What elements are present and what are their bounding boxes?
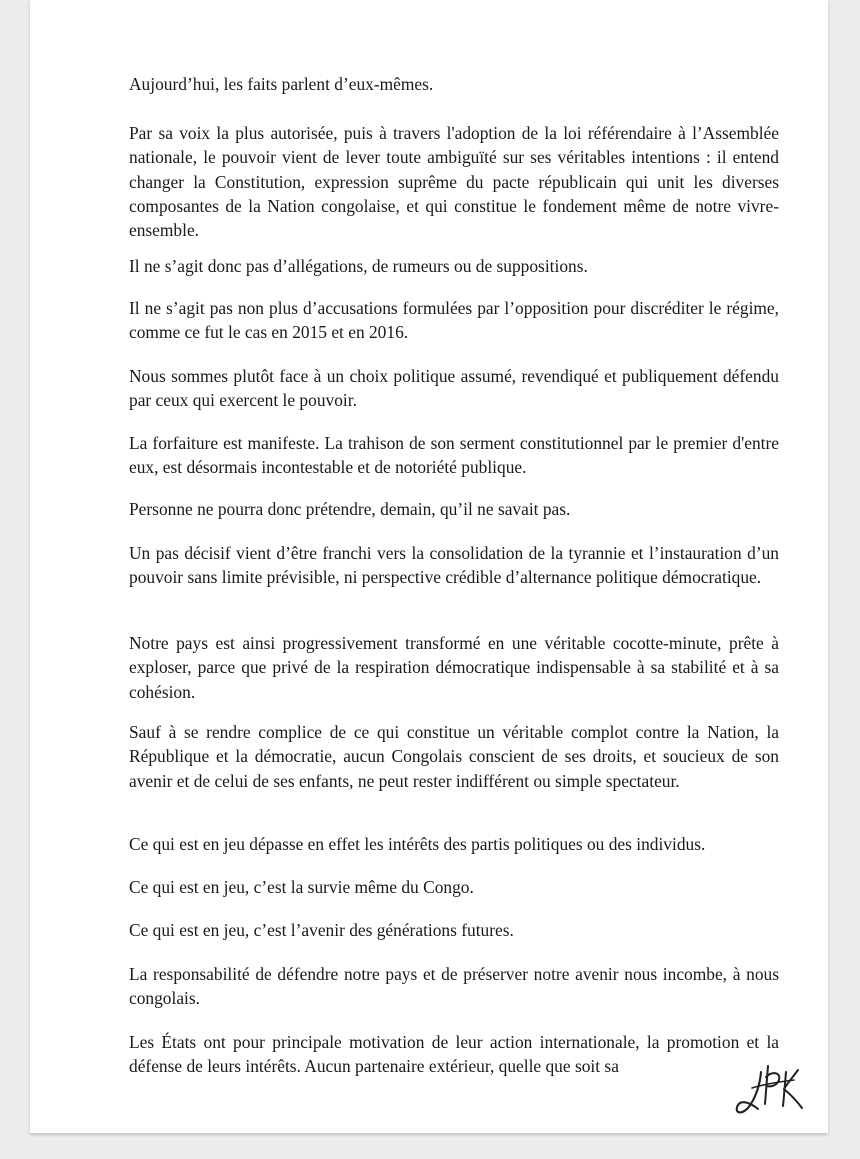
paragraph: Ce qui est en jeu dépasse en effet les intérêts des partis politiques ou des individus.: [129, 834, 706, 854]
paragraph: Personne ne pourra donc prétendre, demain, qu’il ne savait pas.: [129, 499, 571, 519]
paragraph: Nous sommes plutôt face à un choix politique assumé, revendiqué et publiquement défendu par ceux qui exercent le pouvoir.: [129, 366, 779, 411]
paragraph: La responsabilité de défendre notre pays et de préserver notre avenir nous incombe, à nous congolais.: [129, 964, 779, 1009]
paragraph: Les États ont pour principale motivation de leur action internationale, la promotion et la défense de leurs intérêts. Aucun partenaire extérieur, quelle que soit sa: [129, 1032, 779, 1077]
paragraph: Il ne s’agit donc pas d’allégations, de rumeurs ou de suppositions.: [129, 256, 588, 276]
paragraph: Ce qui est en jeu, c’est la survie même du Congo.: [129, 877, 474, 897]
paragraph: Notre pays est ainsi progressivement transformé en une véritable cocotte-minute, prête à exploser, parce que privé de la respiration démocratique indispensable à sa stabilité et à sa cohésion.: [129, 633, 779, 702]
paragraph: Sauf à se rendre complice de ce qui constitue un véritable complot contre la Nation, la République et la démocratie, aucun Congolais conscient de ses droits, et soucieux de son avenir et de celui de ses enfants, ne peut rester indifférent ou simple spectateur.: [129, 722, 779, 791]
paragraph: Ce qui est en jeu, c’est l’avenir des générations futures.: [129, 920, 514, 940]
paragraph: Par sa voix la plus autorisée, puis à travers l'adoption de la loi référendaire à l’Assemblée nationale, le pouvoir vient de lever toute ambiguïté sur ses véritables intentions : il entend changer la Constitution, expression suprême du pacte républicain qui unit les diverses composantes de la Nation congolaise, et qui constitue le fondement même de notre vivre-ensemble.: [129, 123, 779, 241]
paragraph: Un pas décisif vient d’être franchi vers la consolidation de la tyrannie et l’instauration d’un pouvoir sans limite prévisible, ni perspective crédible d’alternance politique démocratique.: [129, 543, 779, 588]
paragraph: Il ne s’agit pas non plus d’accusations formulées par l’opposition pour discréditer le régime, comme ce fut le cas en 2015 et en 2016.: [129, 298, 779, 343]
paragraph: La forfaiture est manifeste. La trahison de son serment constitutionnel par le premier d'entre eux, est désormais incontestable et de notoriété publique.: [129, 433, 779, 478]
paragraph: Aujourd’hui, les faits parlent d’eux-mêmes.: [129, 74, 434, 94]
document-page: [30, 0, 828, 1133]
signature-initials: [730, 1062, 810, 1122]
